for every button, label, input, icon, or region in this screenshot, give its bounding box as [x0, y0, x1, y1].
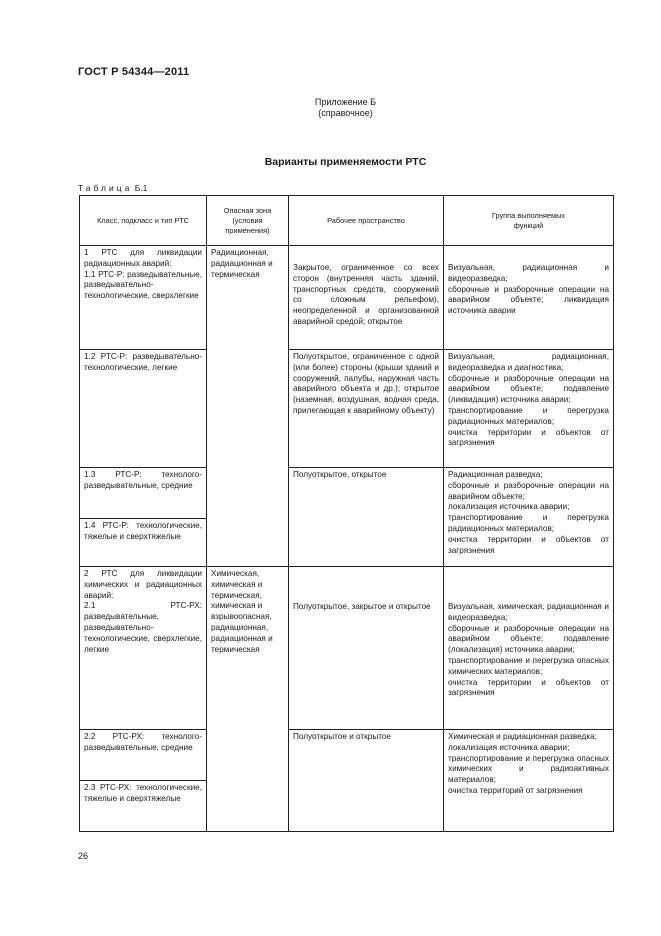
cell-class: 2 РТС для ликвидации химических и радиационных аварий: 2.1 РТС-РХ: разведывательные, разведывательно-технологические, сверхлегкие, легкие: [80, 567, 207, 730]
cell-class: 1.3 РТС-Р: технолого-разведывательные, средние: [80, 468, 207, 519]
header-functions: Группа выполняемых функций: [444, 196, 614, 246]
annex-note: (справочное): [318, 108, 373, 118]
annex-heading: [0, 97, 661, 119]
cell-zone: Химическая, химическая и термическая, химическая и взрывоопасная, радиационная, радиационная и термическая: [207, 567, 289, 832]
page-number: 26: [78, 851, 89, 861]
header-space: Рабочее пространство: [289, 196, 444, 246]
cell-functions: Визуальная, химическая, радиационная и видеоразведка; сборочные и разборочные операции на аварийном объекте; подавление (локализация) источника аварии; транспортирование и перегрузка опасных химических материалов; очистка территории и объектов от загрязнения: [444, 567, 614, 730]
cell-class: 1.2 РТС-Р: разведывательно-технологические, легкие: [80, 350, 207, 468]
table-header-row: [80, 196, 614, 246]
cell-space: Полуоткрытое, открытое: [289, 468, 444, 567]
table-caption-number: Б.1: [134, 183, 148, 193]
applicability-table: [79, 195, 614, 832]
cell-space: Полуоткрытое и открытое: [289, 730, 444, 832]
cell-space: Полуоткрытое, закрытое и открытое: [289, 567, 444, 730]
cell-class: 2.3 РТС-РХ: технологические, тяжелые и сверхтяжелые: [80, 781, 207, 832]
cell-zone: Радиационная, радиационная и термическая: [207, 246, 289, 567]
section-title: Варианты применяемости РТС: [264, 156, 427, 168]
header-class: Класс, подкласс и тип РТС: [80, 196, 207, 246]
table-row: [80, 246, 614, 350]
cell-class: 1 РТС для ликвидации радиационных аварий: 1.1 РТС-Р: разведывательные, разведывательно-технологические, сверхлегкие: [80, 246, 207, 350]
table-row: [80, 730, 614, 781]
cell-functions: Химическая и радиационная разведка; локализация источника аварии; транспортирование и перегрузка опасных химических и радиоактивных материалов; очистка территорий от загрязнения: [444, 730, 614, 832]
table-caption-word: Таблица: [78, 183, 133, 193]
cell-functions: Радиационная разведка; сборочные и разборочные операции на аварийном объекте; локализация источника аварии; транспортирование и перегрузка радиационных материалов; очистка территории и объектов от загрязнения: [444, 468, 614, 567]
table-row: [80, 468, 614, 519]
cell-class: 1.4 РТС-Р: технологические, тяжелые и сверхтяжелые: [80, 519, 207, 567]
cell-functions: Визуальная, радиационная и видеоразведка; сборочные и разборочные операции на аварийном объекте; ликвидация источника аварии: [444, 246, 614, 350]
table-row: [80, 350, 614, 468]
cell-functions: Визуальная, радиационная, видеоразведка и диагностика; сборочные и разборочные операции на аварийном объекте; подавление (ликвидация) источника аварии; транспортирование и перегрузка радиационных материалов; очистка территории и объектов от загрязнения: [444, 350, 614, 468]
table-row: [80, 567, 614, 730]
cell-class: 2.2 РТС-РХ: технолого-разведывательные, средние: [80, 730, 207, 781]
cell-space: Полуоткрытое, ограниченное с одной (или более) стороны (крыши зданий и сооружений, палубы, наружная часть аварийного объекта и др.); открытое (наземная, воздушная, водная среда, прилегающая к аварийному объекту): [289, 350, 444, 468]
annex-title: Приложение Б: [314, 97, 377, 107]
table-caption: [78, 183, 147, 193]
document-code: ГОСТ Р 54344—2011: [78, 66, 190, 78]
cell-space: Закрытое, ограниченное со всех сторон (внутренняя часть зданий, транспортных средств, сооружений со сложным рельефом), неопределенной и организованной аварийной средой; открытое: [289, 246, 444, 350]
header-zone: Опасная зона (условия применения): [207, 196, 289, 246]
